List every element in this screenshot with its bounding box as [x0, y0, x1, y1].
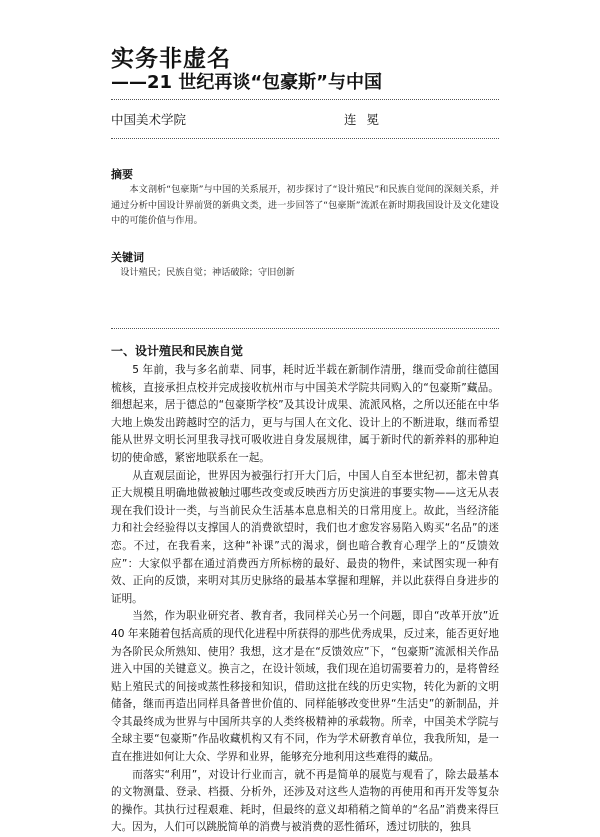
- author-affiliation: 中国美术学院: [111, 112, 187, 127]
- abstract-heading: 摘要: [111, 168, 133, 181]
- body-paragraph: 从直观层面论，世界因为被强行打开大门后，中国人自至本世纪初，都未曾真正大规模且明确地做被触过哪些改变或反映西方历史演进的事要实物——这无从表现在我们设计一类，与当前民众生活基本息息相关的日常用度上。故此，当经济能力和社会经验得以支撑国人的消费欲望时，我们也才愈发容易陷入购买“名品”的迷恋。不过，在我看来，这种“补课”式的渴求，倒也暗合教育心理学上的“反馈效应”：大家似乎都在通过消费西方所标榜的最好、最贵的物件，来试图实现一种有效、正向的反馈，来明对其历史脉络的最基本掌握和理解，并以此获得自身进步的证明。: [111, 469, 499, 605]
- divider: [111, 138, 499, 139]
- author-name: 连冕: [344, 112, 390, 127]
- section-body: [111, 362, 499, 837]
- divider: [111, 99, 499, 100]
- paper-title: 实务非虚名: [111, 46, 231, 72]
- divider: [111, 328, 499, 329]
- section-heading: 一、设计殖民和民族自觉: [111, 344, 244, 358]
- keywords-heading: 关键词: [111, 251, 144, 264]
- keywords-text: 设计殖民；民族自觉；神话破除；守旧创新: [120, 267, 295, 278]
- paper-subtitle: ——21 世纪再谈“包豪斯”与中国: [111, 72, 382, 93]
- abstract-text: 本文剖析“包豪斯”与中国的关系展开，初步探讨了“设计殖民”和民族自觉间的深刻关系，并通过分析中国设计界前贤的新典文类，进一步回答了“包豪斯”流派在新时期我国设计及文化建设中的可能价值与作用。: [111, 184, 499, 227]
- body-paragraph: 而落实“利用”，对设计行业而言，就不再是简单的展览与观看了，除去最基本的文物测量、登录、档摄、分析外，还涉及对这些人造物的再使用和再开发等复杂的操作。其执行过程艰难、耗时，但最终的意义却稍稍之简单的“名品”消费来得巨大。因为，人们可以跳脱简单的消费与被消费的恶性循环，透过切肤的，独具: [111, 768, 499, 834]
- body-paragraph: 5 年前，我与多名前辈、同事，耗时近半载在新制作清册，继而受命前往德国梳核，直接承担点校并完成接收杭州市与中国美术学院共同购入的“包豪斯”藏品。细想起来，居于德总的“包豪斯学校”及其设计成果、流派风格，之所以还能在中华大地上焕发出跨越时空的活力，更与与国人在文化、设计上的不断进取，继而希望能从世界文明长河里我寻找可吸收进自身发展规律，属于新时代的新养料的那种迫切的使命感，紧密地联系在一起。: [111, 364, 499, 464]
- body-paragraph: 当然，作为职业研究者、教育者，我同样关心另一个问题，即自“改革开放”近 40 年来随着包括高质的现代化进程中所获得的那些优秀成果，反过来，能否更好地为各阶民众所熟知、使用？我想，这才是在“反馈效应”下，“包豪斯”流派相关作品进入中国的关键意义。换言之，在设计领域，我们现在追切需要着力的，是将曾经贴上殖民式的间接或蒸性移接和知识，借助这批在线的历史实物，转化为新的文明储备，继而再造出同样具备普世价值的、同样能够改变世界“生活史”的新制品，并令其最终成为世界与中国所共享的人类终极精神的承载物。所幸，中国美术学院与全球主要“包豪斯”作品收藏机构又有不同，作为学术研教育单位，我我所知，是一直在推进如何让大众、学界和业界，能够充分地利用这些难得的藏品。: [111, 610, 499, 764]
